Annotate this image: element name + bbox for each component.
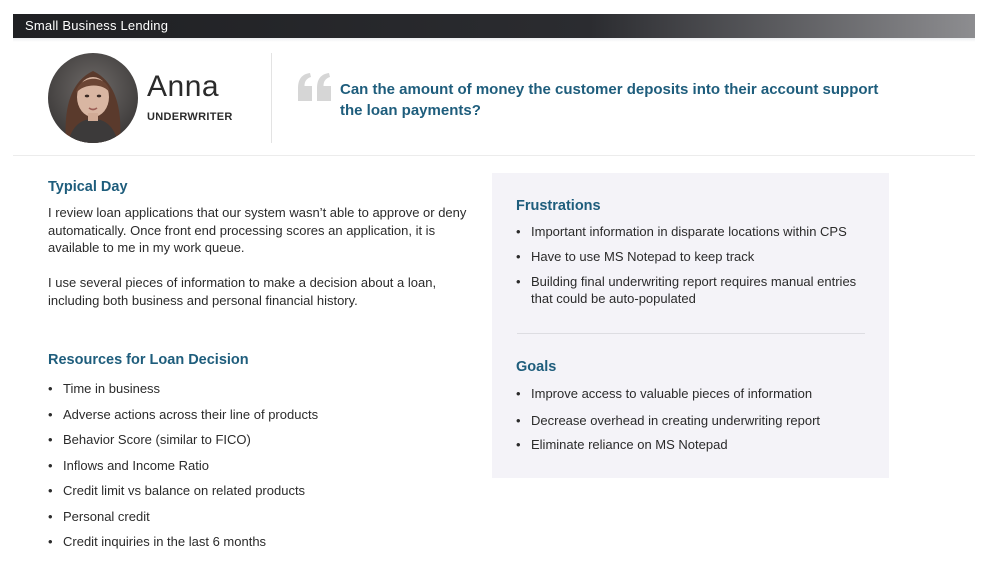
persona-quote: Can the amount of money the customer deposits into their account support the loan payments? — [340, 81, 879, 119]
list-item: • Decrease overhead in creating underwriting report — [516, 412, 871, 429]
list-item: • Time in business — [48, 380, 468, 406]
persona-role: UNDERWRITER — [147, 111, 233, 123]
list-item: • Credit inquiries in the last 6 months — [48, 533, 468, 559]
banner-title: Small Business Lending — [25, 18, 169, 33]
list-item: • Eliminate reliance on MS Notepad — [516, 436, 871, 453]
avatar-portrait-icon — [48, 53, 138, 143]
list-item: • Important information in disparate locations within CPS — [516, 223, 871, 240]
typical-day-title: Typical Day — [48, 179, 128, 195]
list-item: • Adverse actions across their line of products — [48, 406, 468, 432]
panel-divider — [517, 333, 865, 334]
resources-list — [48, 380, 468, 559]
list-item: • Personal credit — [48, 508, 468, 534]
persona-name: Anna — [147, 70, 220, 103]
goals-title: Goals — [516, 359, 557, 375]
section-divider — [13, 155, 975, 156]
typical-day-paragraph-2: I use several pieces of information to make a decision about a loan, including both business and personal financial history. — [48, 275, 437, 308]
typical-day-paragraph-1: I review loan applications that our system wasn’t able to approve or deny automatically. Once front end processing scores an application, it is available to me in my work queue. — [48, 205, 467, 255]
frustrations-title: Frustrations — [516, 198, 601, 214]
avatar — [48, 53, 138, 143]
list-item: • Have to use MS Notepad to keep track — [516, 248, 871, 265]
banner-shadow — [13, 38, 975, 42]
list-item: • Improve access to valuable pieces of information — [516, 385, 871, 402]
list-item: • Inflows and Income Ratio — [48, 457, 468, 483]
frustrations-list — [516, 223, 871, 315]
top-banner — [13, 14, 975, 38]
resources-title: Resources for Loan Decision — [48, 352, 249, 368]
list-item: • Credit limit vs balance on related products — [48, 482, 468, 508]
list-item: • Building final underwriting report requires manual entries that could be auto-populated — [516, 273, 871, 307]
quote-mark-icon — [298, 73, 332, 101]
list-item: • Behavior Score (similar to FICO) — [48, 431, 468, 457]
header-divider — [271, 53, 272, 143]
goals-list — [516, 385, 871, 453]
